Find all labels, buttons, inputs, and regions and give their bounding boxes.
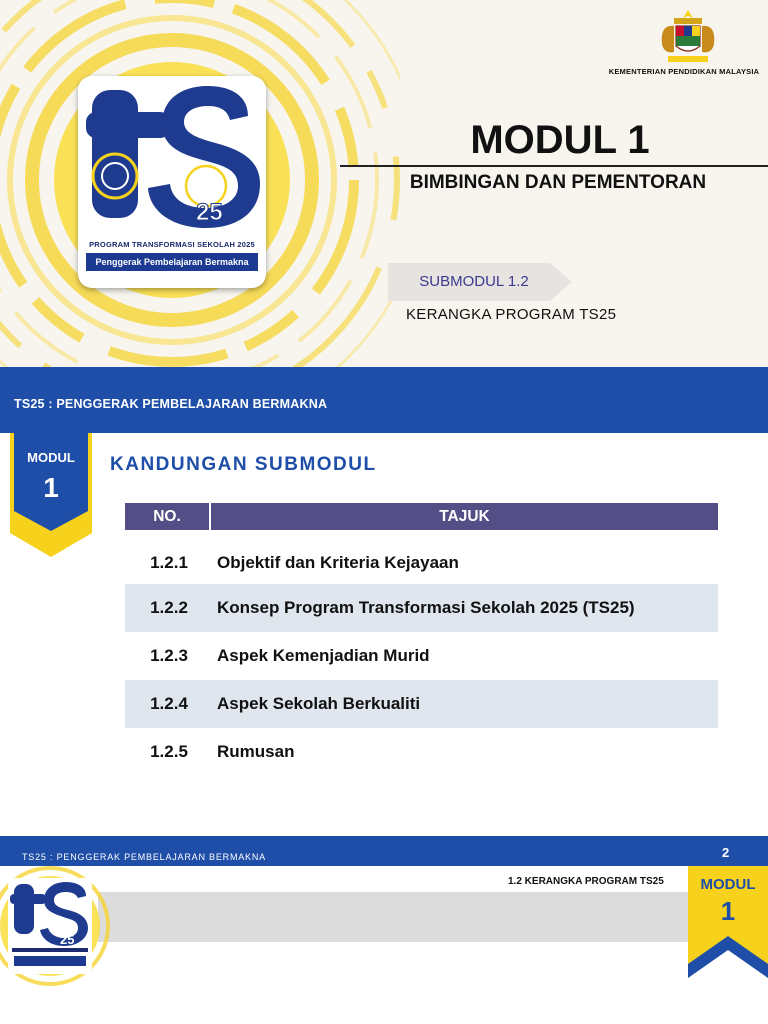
module-badge-label: MODUL [27, 450, 75, 465]
row-title: Rumusan [217, 742, 295, 761]
row-title: Aspek Sekolah Berkualiti [217, 694, 421, 713]
submodul-label: SUBMODUL 1.2 [419, 273, 529, 290]
row-title: Konsep Program Transformasi Sekolah 2025 (TS25) [217, 598, 635, 617]
row-title: Objektif dan Kriteria Kejayaan [217, 553, 459, 572]
logo-tagline: Penggerak Pembelajaran Bermakna [86, 253, 258, 271]
table-row [125, 584, 718, 632]
table-row [125, 680, 718, 728]
module-title: MODUL 1 [470, 118, 650, 162]
table-row [125, 632, 718, 680]
row-number: 1.2.2 [150, 598, 188, 617]
ts25-mini-logo [0, 866, 110, 986]
page-number: 2 [722, 845, 730, 860]
table-header [125, 503, 718, 530]
table-row [125, 728, 718, 776]
ministry-name: KEMENTERIAN PENDIDIKAN MALAYSIA [608, 67, 760, 76]
footer-text: TS25 : PENGGERAK PEMBELAJARAN BERMAKNA [22, 852, 266, 862]
footer-badge-number: 1 [720, 896, 736, 926]
header-tajuk: TAJUK [439, 508, 490, 525]
title-divider [340, 165, 768, 167]
row-number: 1.2.1 [150, 553, 188, 572]
module-badge-number: 1 [43, 472, 59, 503]
contents-heading: KANDUNGAN SUBMODUL [110, 454, 377, 475]
footer-topic: 1.2 KERANGKA PROGRAM TS25 [508, 876, 664, 887]
row-title: Aspek Kemenjadian Murid [217, 646, 430, 665]
module-subtitle: BIMBINGAN DAN PEMENTORAN [409, 172, 707, 193]
logo-number: 25 [196, 199, 223, 226]
header-no: NO. [125, 503, 211, 530]
table-row [125, 542, 718, 584]
ts25-logo [78, 76, 266, 288]
ts25-logo-mark [78, 76, 266, 236]
svg-text:25: 25 [60, 932, 75, 947]
malaysia-crest-icon [652, 6, 724, 64]
row-number: 1.2.5 [150, 742, 188, 761]
submodul-topic: KERANGKA PROGRAM TS25 [406, 306, 617, 323]
logo-program-text: PROGRAM TRANSFORMASI SEKOLAH 2025 [89, 240, 255, 249]
contents-table [125, 503, 718, 776]
row-number: 1.2.3 [150, 646, 188, 665]
row-number: 1.2.4 [150, 694, 188, 713]
footer-badge-label: MODUL [700, 876, 756, 893]
cover-slide [0, 0, 768, 367]
footer-grey-band [98, 892, 690, 942]
banner-text: TS25 : PENGGERAK PEMBELAJARAN BERMAKNA [14, 397, 328, 411]
cover-banner [0, 367, 768, 433]
